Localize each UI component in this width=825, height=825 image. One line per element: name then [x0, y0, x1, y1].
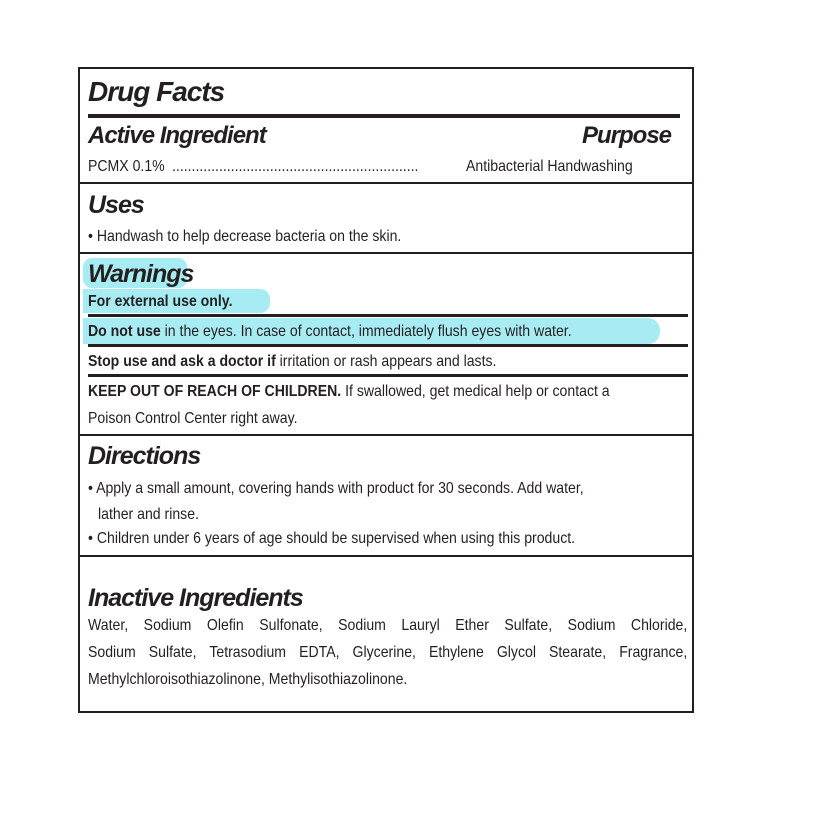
active-ingredient-purpose: Antibacterial Handwashing [466, 158, 633, 175]
active-ingredient-name: PCMX 0.1% [88, 158, 165, 175]
warning-rule [88, 344, 688, 347]
drug-facts-title: Drug Facts [88, 76, 225, 107]
warnings-header: Warnings [88, 260, 194, 288]
active-ingredient-header: Active Ingredient [88, 122, 266, 149]
inactive-ingredients-header: Inactive Ingredients [88, 584, 303, 612]
stop-use-warning: Stop use and ask a doctor if irritation or rash appears and lasts. [88, 353, 497, 370]
external-use-warning: For external use only. [88, 293, 233, 310]
warning-rule [88, 314, 688, 317]
title-rule [88, 114, 680, 118]
directions-header: Directions [88, 442, 201, 470]
inactive-ingredients-list: Water, Sodium Olefin Sulfonate, Sodium Lauryl Ether Sulfate, Sodium Chloride, Sodium Sulfate, Tetrasodium EDTA, Glycerine, Ethylene Glycol Stearate, Fragrance, Methylchloroisothiazolinone, Methylisothiazolinone. [88, 617, 688, 688]
uses-header: Uses [88, 191, 144, 219]
active-ingredient-leader: ............................................................... [172, 159, 419, 175]
do-not-use-warning: Do not use in the eyes. In case of contact, immediately flush eyes with water. [88, 323, 572, 340]
section-divider [79, 434, 693, 436]
section-divider [79, 555, 693, 557]
directions-item-1: • Apply a small amount, covering hands with product for 30 seconds. Add water, [88, 480, 584, 497]
uses-item: • Handwash to help decrease bacteria on the skin. [88, 228, 402, 245]
section-divider [79, 182, 693, 184]
directions-item-2: • Children under 6 years of age should be supervised when using this product. [88, 530, 576, 547]
purpose-header: Purpose [582, 122, 672, 149]
directions-item-1-continued: lather and rinse. [98, 506, 199, 523]
warning-rule [88, 374, 688, 377]
keep-out-of-reach-continued: Poison Control Center right away. [88, 410, 298, 427]
keep-out-of-reach-warning: KEEP OUT OF REACH OF CHILDREN. If swallowed, get medical help or contact a [88, 383, 610, 400]
section-divider [79, 252, 693, 254]
